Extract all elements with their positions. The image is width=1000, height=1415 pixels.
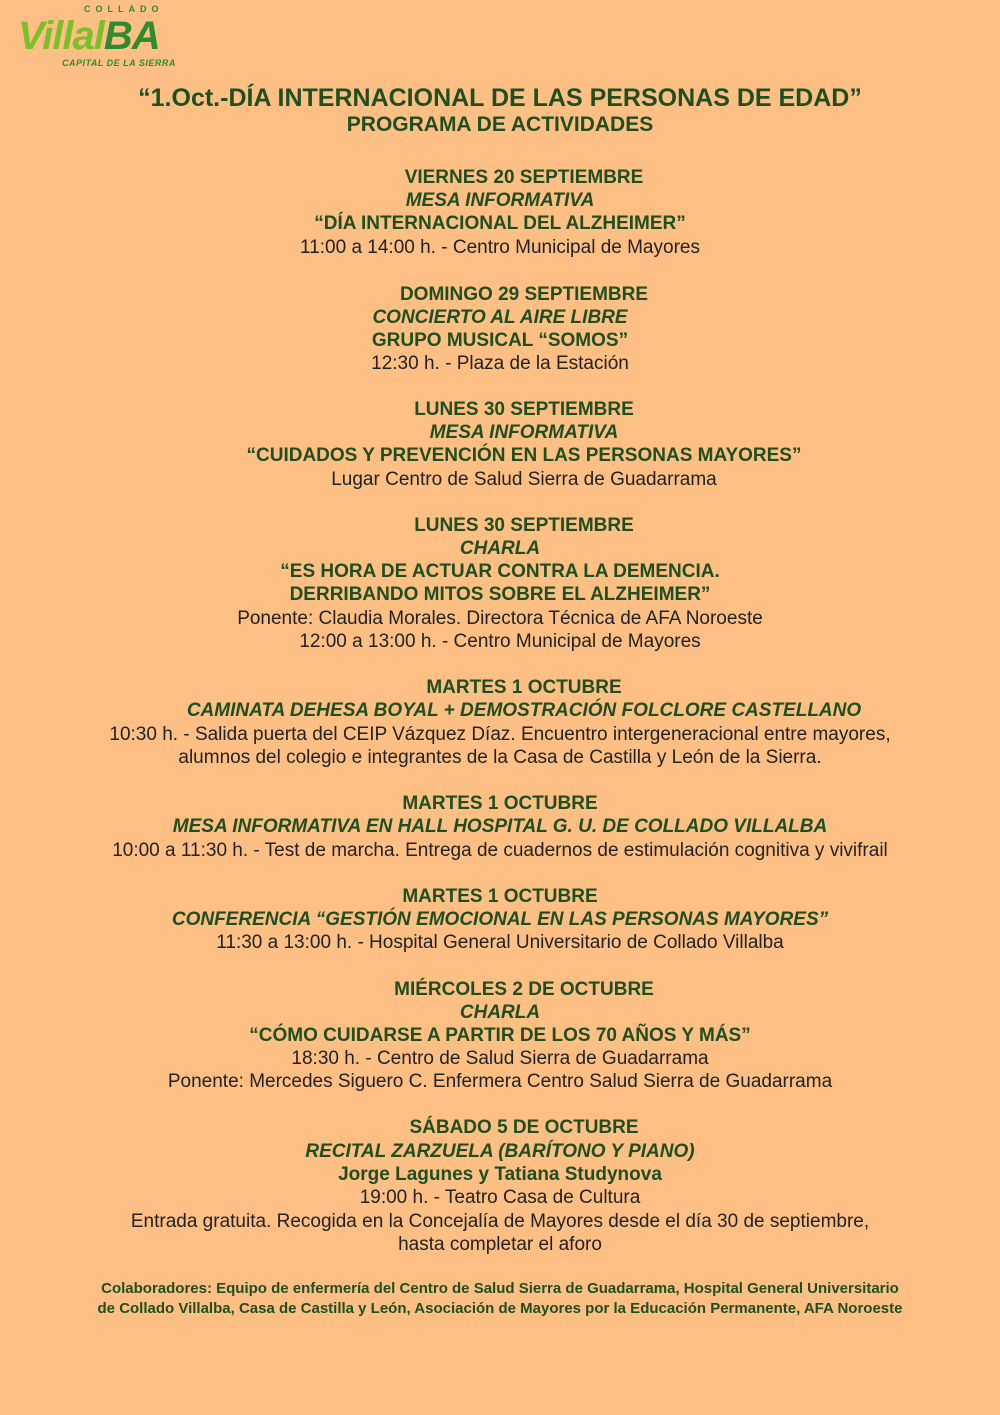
event-name: GRUPO MUSICAL “SOMOS” xyxy=(371,330,629,351)
event-date: MARTES 1 OCTUBRE xyxy=(426,677,622,698)
event-type: CHARLA xyxy=(459,1002,541,1023)
event-detail: 18:30 h. - Centro de Salud Sierra de Guadarrama xyxy=(291,1048,709,1069)
collaborators-line: Colaboradores: Equipo de enfermería del Centro de Salud Sierra de Guadarrama, Hospital General Universitario xyxy=(101,1280,899,1297)
event-name: “DÍA INTERNACIONAL DEL ALZHEIMER” xyxy=(314,213,686,234)
logo xyxy=(14,4,244,72)
event-name-line2: DERRIBANDO MITOS SOBRE EL ALZHEIMER” xyxy=(289,584,711,605)
logo-top-text: COLLADO xyxy=(84,4,164,14)
collaborators-line: de Collado Villalba, Casa de Castilla y León, Asociación de Mayores por la Educación Permanente, AFA Noroeste xyxy=(97,1300,903,1317)
event-type: MESA INFORMATIVA xyxy=(405,190,595,211)
event-date: MIÉRCOLES 2 DE OCTUBRE xyxy=(394,979,654,1000)
event-type: CAMINATA DEHESA BOYAL + DEMOSTRACIÓN FOLCLORE CASTELLANO xyxy=(186,700,862,721)
event-name: “CUIDADOS Y PREVENCIÓN EN LAS PERSONAS MAYORES” xyxy=(246,445,802,466)
logo-main-a: Villal xyxy=(18,14,104,58)
event-type: CHARLA xyxy=(459,538,541,559)
page-title: “1.Oct.-DÍA INTERNACIONAL DE LAS PERSONAS DE EDAD” xyxy=(138,84,862,112)
event-detail: 11:30 a 13:00 h. - Hospital General Universitario de Collado Villalba xyxy=(216,932,784,953)
page-subtitle: PROGRAMA DE ACTIVIDADES xyxy=(346,113,654,136)
event-name: “CÓMO CUIDARSE A PARTIR DE LOS 70 AÑOS Y MÁS” xyxy=(249,1025,751,1046)
event-name: “ES HORA DE ACTUAR CONTRA LA DEMENCIA. xyxy=(280,561,720,582)
event-detail: 11:00 a 14:00 h. - Centro Municipal de Mayores xyxy=(300,237,700,258)
event-type: MESA INFORMATIVA xyxy=(429,422,619,443)
event-date: VIERNES 20 SEPTIEMBRE xyxy=(404,167,644,188)
event-detail: 10:00 a 11:30 h. - Test de marcha. Entrega de cuadernos de estimulación cognitiva y vivifrail xyxy=(112,840,888,861)
event-date: SÁBADO 5 DE OCTUBRE xyxy=(409,1117,639,1138)
event-date: MARTES 1 OCTUBRE xyxy=(402,793,598,814)
event-detail: hasta completar el aforo xyxy=(398,1234,602,1255)
event-type: RECITAL ZARZUELA (BARÍTONO Y PIANO) xyxy=(305,1141,695,1162)
event-detail: 10:30 h. - Salida puerta del CEIP Vázquez Díaz. Encuentro intergeneracional entre mayores, xyxy=(109,724,891,745)
event-type: CONFERENCIA “GESTIÓN EMOCIONAL EN LAS PERSONAS MAYORES” xyxy=(171,909,829,930)
event-detail: Entrada gratuita. Recogida en la Concejalía de Mayores desde el día 30 de septiembre, xyxy=(130,1211,870,1232)
event-type: CONCIERTO AL AIRE LIBRE xyxy=(372,307,628,328)
event-detail: 12:00 a 13:00 h. - Centro Municipal de Mayores xyxy=(299,631,701,652)
event-date: DOMINGO 29 SEPTIEMBRE xyxy=(399,284,649,305)
event-name: Jorge Lagunes y Tatiana Studynova xyxy=(338,1164,662,1185)
event-date: LUNES 30 SEPTIEMBRE xyxy=(414,399,634,420)
event-detail: Ponente: Claudia Morales. Directora Técnica de AFA Noroeste xyxy=(237,608,763,629)
event-detail: Lugar Centro de Salud Sierra de Guadarrama xyxy=(331,469,717,490)
logo-main-text xyxy=(18,14,160,59)
event-detail: 12:30 h. - Plaza de la Estación xyxy=(371,353,629,374)
event-detail: 19:00 h. - Teatro Casa de Cultura xyxy=(359,1187,641,1208)
logo-subtitle: CAPITAL DE LA SIERRA xyxy=(62,58,176,68)
event-detail: alumnos del colegio e integrantes de la Casa de Castilla y León de la Sierra. xyxy=(178,747,822,768)
logo-main-b: BA xyxy=(103,14,160,58)
event-date: MARTES 1 OCTUBRE xyxy=(402,886,598,907)
event-detail: Ponente: Mercedes Siguero C. Enfermera Centro Salud Sierra de Guadarrama xyxy=(167,1071,833,1092)
event-date: LUNES 30 SEPTIEMBRE xyxy=(414,515,634,536)
event-type: MESA INFORMATIVA EN HALL HOSPITAL G. U. DE COLLADO VILLALBA xyxy=(172,816,828,837)
